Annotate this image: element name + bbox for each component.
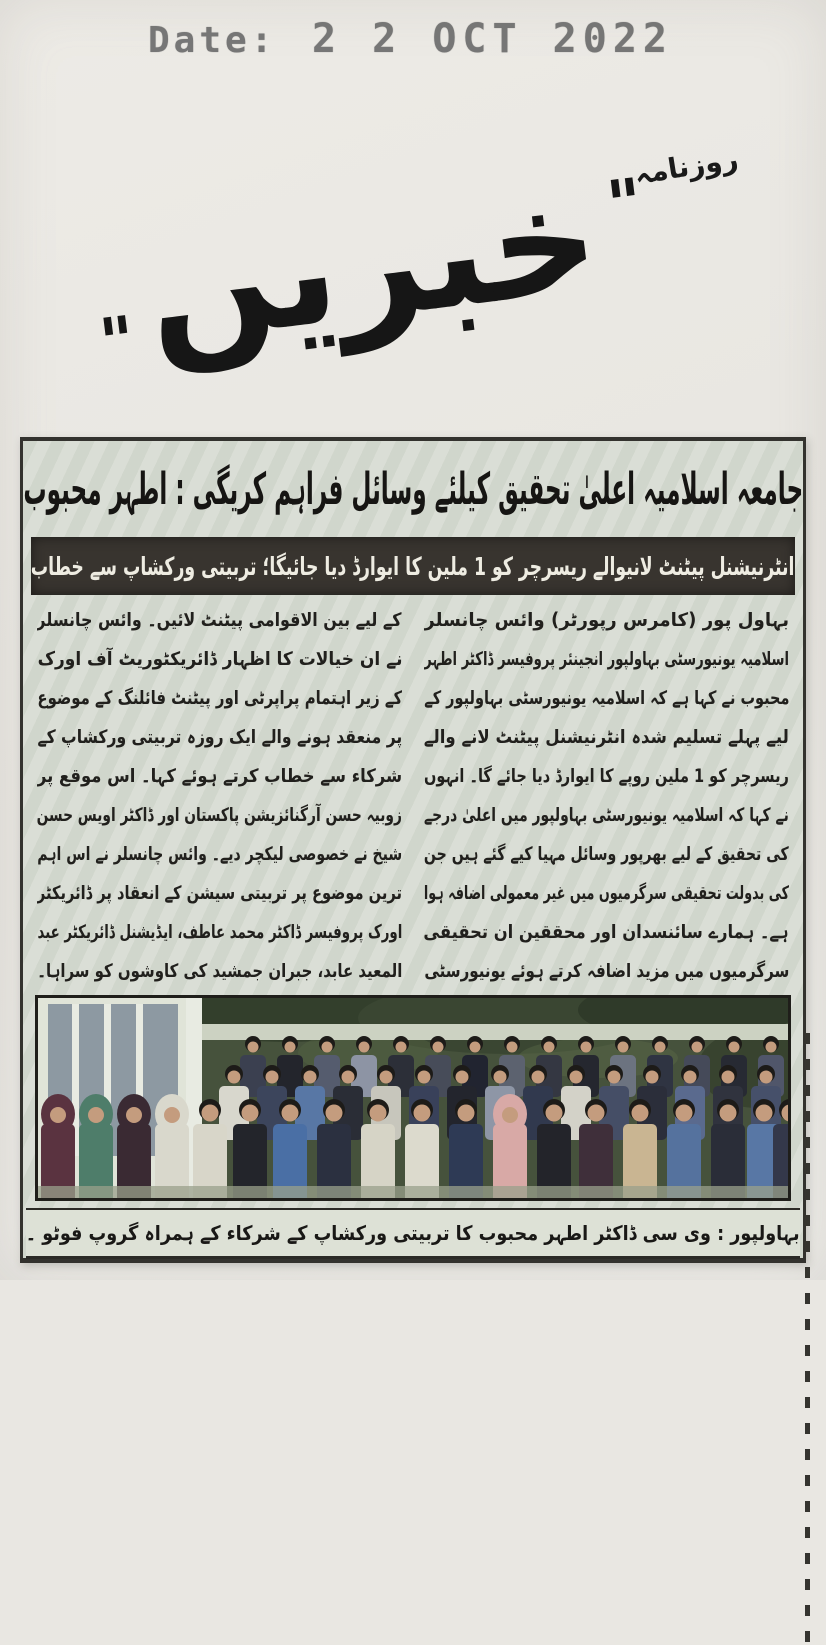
masthead-title-word: خبریں [136,150,608,379]
body-line-text: اورک پروفیسر ڈاکٹر محمد عاطف، ایڈیشنل ڈائریکٹر عبد [37,922,402,943]
body-line [424,913,789,952]
body-line-text: ریسرچر کو 1 ملین روپے کا ایوارڈ دیا جائے گا۔ انہوں [424,766,789,787]
news-clipping [20,437,806,1263]
body-line-text: المعید عابد، جبران جمشید کی کاوشوں کو سراہا۔ [37,961,402,982]
masthead-daily-label: روزنامہ [631,142,740,191]
body-line [424,874,789,913]
body-line [424,757,789,796]
body-line [37,835,402,874]
body-column-left [37,601,402,991]
photo-caption-text: بہاولپور : وی سی ڈاکٹر اطہر محبوب کا تربیتی ورکشاپ کے شرکاء کے ہمراہ گروپ فوٹو ۔ [26,1221,800,1245]
group-photo [35,995,791,1201]
body-line [37,640,402,679]
article-body [23,601,803,991]
body-column-right [424,601,789,991]
body-line-text: ہے۔ ہمارے سائنسدان اور محققین ان تحقیقی [424,922,789,943]
photo-caption [26,1208,800,1259]
body-line [37,952,402,991]
body-line-text: کے زیر اہتمام پراپرٹی اور پیٹنٹ فائلنگ کے موضوع [37,688,402,709]
body-line-text: بہاول پور (کامرس رپورٹر) وائس چانسلر [424,610,789,631]
body-line [424,718,789,757]
article-subheadline-text: انٹرنیشنل پیٹنٹ لانیوالے ریسرچر کو 1 ملین کا ایوارڈ دیا جائیگا؛ تربیتی ورکشاپ سے خطاب [31,551,795,581]
body-line-text: محبوب نے کہا ہے کہ اسلامیہ یونیورسٹی بہاولپور کے [424,688,789,709]
body-line-text: سرگرمیوں میں مزید اضافہ کرتے ہوئے یونیورسٹی [424,961,789,982]
article-headline-text: جامعہ اسلامیہ اعلیٰ تحقیق کیلئے وسائل فراہم کریگی : اطہر محبوب [23,463,803,515]
body-line-text: شیخ نے خصوصی لیکچر دیے۔ وائس چانسلر نے اس اہم [37,844,402,865]
body-line-text: شرکاء سے خطاب کرتے ہوئے کہا۔ اس موقع پر [37,766,402,787]
body-line-text: نے ان خیالات کا اظہار ڈائریکٹوریٹ آف اورک [37,649,402,670]
group-photo-svg [38,998,791,1198]
body-line [424,640,789,679]
body-line [37,679,402,718]
body-line-text: پر منعقد ہونے والے ایک روزہ تربیتی ورکشاپ کے [37,727,402,748]
body-line-text: زوبیہ حسن آرگنائزیشن پاکستان اور ڈاکٹر اویس حسن [37,805,402,826]
masthead-quote-right: " [602,162,647,245]
body-line-text: کی تحقیق کے لیے بھرپور وسائل مہیا کیے گئے ہیں جن [424,844,789,865]
masthead-title [50,123,691,407]
date-stamp-label: Date: [148,20,277,61]
body-line [424,835,789,874]
body-line [424,796,789,835]
date-stamp-value: 2 2 OCT 2022 [312,16,673,62]
body-line-text: ترین موضوع پر تربیتی سیشن کے انعقاد پر ڈائریکٹر [37,883,402,904]
body-line [37,913,402,952]
body-line-text: لیے پہلے تسلیم شدہ انٹرنیشنل پیٹنٹ لانے والے [424,727,789,748]
article-subheadline [31,537,795,595]
body-line-text: اسلامیہ یونیورسٹی بہاولپور انجینئر پروفیسر ڈاکٹر اطہر [424,649,789,670]
body-line-text: کی بدولت تحقیقی سرگرمیوں میں غیر معمولی اضافہ ہوا [424,883,789,904]
body-line [37,796,402,835]
body-line [37,718,402,757]
article-headline [23,441,803,537]
body-line [37,874,402,913]
body-line [424,679,789,718]
torn-edge-marks [805,1033,810,1645]
date-stamp [148,16,673,62]
body-line [424,952,789,991]
body-line-text: نے کہا کہ اسلامیہ یونیورسٹی بہاولپور میں اعلیٰ درجے [424,805,789,826]
body-line-text: کے لیے بین الاقوامی پیٹنٹ لائیں۔ وائس چانسلر [37,610,402,631]
body-line [37,757,402,796]
body-line [424,601,789,640]
body-line [37,601,402,640]
masthead-quote-left: " [95,300,140,383]
